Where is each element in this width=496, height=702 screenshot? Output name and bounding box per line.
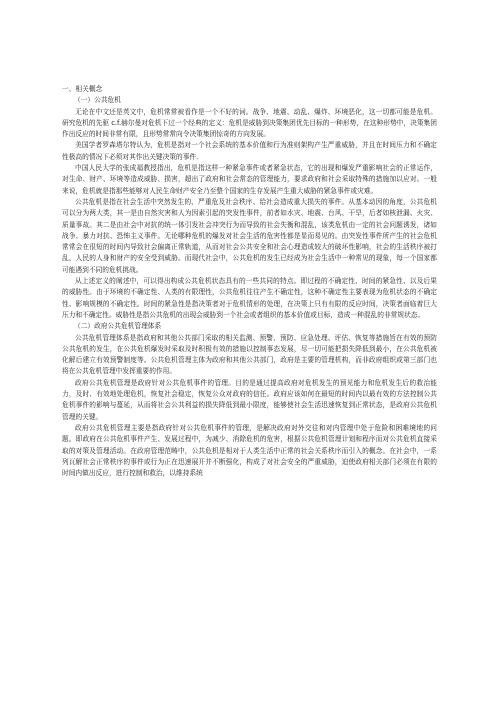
document-page: [62, 84, 437, 479]
paragraph: 政府公共危机管理是政府针对公共危机事件的管理。目的是通过提高政府对危机发生的预见能力和危机发生后的救治能力，及时、有效地处理危机，恢复社会稳定，恢复公众对政府的信任。政府应该如何在最短的时间内以最有效的方法控制公共危机事件的影响与蔓延，从而将社会公共利益的损失降低到最小限度，能够使社会生活迅速恢复到正常状态，是政府公共危机管理的关键。: [62, 378, 437, 421]
section-title: 一、相关概念: [62, 85, 103, 93]
paragraph: 公共危机是指在社会生活中突然发生的、严重危及社会秩序、给社会造成重大损失的事件。从基本动因的角度，公共危机可以分为两大类，其一是由自然灾害和人为因素引起的突发性事件，前者如水灾、地震、台风、干旱，后者如核泄漏、火灾、质量事故。其二是由社会中对抗的统一体引发社会冲突行为而导致的社会失衡和混乱，该类危机由一定的社会问题诱发，诸如战争、暴力对抗、恐怖主义事件。无论哪种危机的爆发对社会生活的危害性都是显而易见的。由突发性事件所产生的社会危机常常会在很短的时间内导致社会偏离正常轨道，从而对社会公共安全和社会心理造成较大的破坏性影响，社会的生活秩序被打乱，人民的人身和财产的安全受到威胁。而现代社会中，公共危机的发生已经成为社会生活中一种常见的现象，每一个国家都可能遇到不同的危机挑战。: [62, 197, 437, 274]
paragraph: 无论在中文还是英文中，危机常常被看作是一个不好的词。战争、地震、动乱、爆炸、环境恶化，这一切都可能是危机。研究危机的先驱 c.f.赫尔曼对危机下过一个经典的定义：危机是威胁到决策集团优先目标的一种形势，在这种形势中，决策集团作出反应的时间非常有限，且形势常常向令决策集团惊奇的方向发展。: [62, 107, 437, 139]
subsection-title-management-system: （二）政府公共危机管理体系: [74, 322, 162, 331]
paragraph: 从上述定义的阐述中，可以得出构成公共危机状态具有的一些共同的特点。即过程的不确定性、时间的紧急性、以及后果的威胁性。由于环境的不确定性、人类的有限理性，公共危机往往产生不确定性，这种不确定性主要表现为危机状态的不确定性、影响规模的不确定性。时间的紧急性是指决策者对于危机情形的处理，在决策上只有有限的反应时间，决策者面临着巨大压力和不确定性。威胁性是指公共危机的出现会威胁到一个社会或者组织的基本价值或目标，造成一种混乱的非常规状态。: [62, 277, 437, 319]
paragraph: 政府公共危机管理主要是指政府针对公共危机事件的管理，是解决政府对外交往和对内管理中处于危险和困难境地的问题。即政府在公共危机事件产生、发展过程中，为减少、消除危机的危害，根据公共危机管理计划和程序而对公共危机直接采取的对策及管理活动。在政府管理范畴中，公共危机是相对于人类生活中正常的社会关系秩序而引入的概念。在社会中，一系列瓦解社会正常秩序的事件或行为正在迅速展开并不断强化，构成了对社会安全的严重威胁，迫使政府相关部门必须在有限的时间内做出反应，进行控制和救治，以维持系统: [62, 423, 437, 478]
subsection-title-public-crisis: （一）公共危机: [74, 96, 121, 105]
paragraph: 公共危机管理体系是指政府和其他公共部门采取的相关监测、预警、预防、应急处理、评估、恢复等措施旨在有效的预防公共危机的发生，在公共危机爆发时采取及时积极有效的措施以控制事态发展，尽一切可能把损失降低到最小，在公共危机被化解后建立有效预警制度等。公共危机管理主体为政府和其他公共部门，政府是主要的管理机构，而非政府组织或第三部门也将在公共危机管理中发挥重要的作用。: [62, 333, 437, 376]
paragraph: 美国学者罗森塔尔特认为，危机是指对一个社会系统的基本价值和行为准则架构产生严重威胁，并且在时间压力和不确定性极高的情况下必须对其作出关键决策的事件.: [62, 141, 437, 161]
paragraph: 中国人民大学的张成福教授指出，危机是指这样一种紧急事件或者紧急状态，它的出现和爆发严重影响社会的正常运作，对生命、财产、环境等造成威胁、损害，超出了政府和社会常态的管理能力，要求政府和社会采取特殊的措施加以应对。一般来说，危机就是指那些能够对人民生命财产安全乃至整个国家的生存发展产生重大威胁的紧急事件或灾难。: [62, 164, 437, 195]
